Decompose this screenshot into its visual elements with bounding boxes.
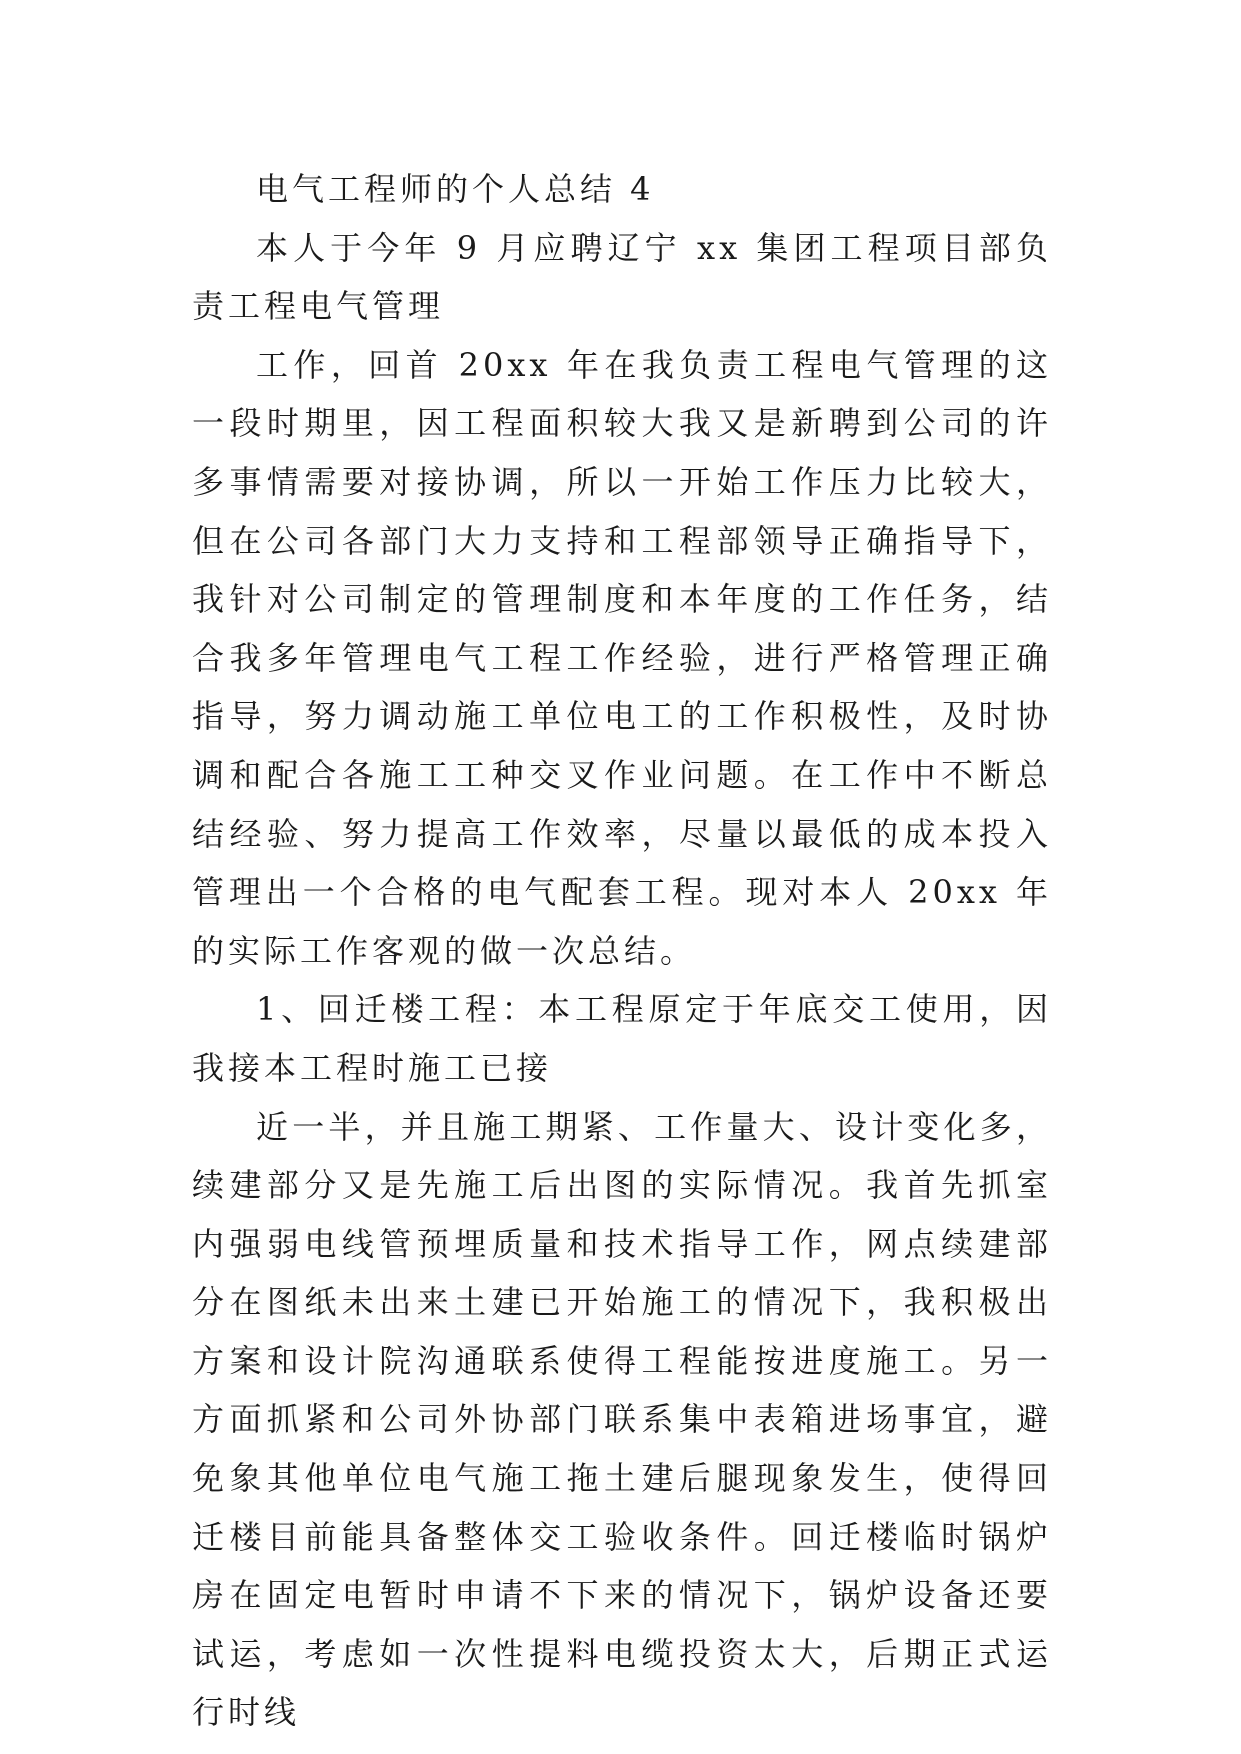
paragraph-1: 本人于今年 9 月应聘辽宁 xx 集团工程项目部负责工程电气管理 [192,228,1052,326]
document-title: 电气工程师的个人总结 4 [256,170,655,208]
paragraph-4: 近一半，并且施工期紧、工作量大、设计变化多，续建部分又是先施工后出图的实际情况。我首先抓室内强弱电线管预埋质量和技术指导工作，网点续建部分在图纸未出来土建已开始施工的情况下，我积极出方案和设计院沟通联系使得工程能按进度施工。另一方面抓紧和公司外协部门联系集中表箱进场事宜，避免象其他单位电气施工拖土建后腿现象发生，使得回迁楼目前能具备整体交工验收条件。回迁楼临时锅炉房在固定电暂时申请不下来的情况下，锅炉设备还要试运，考虑如一次性提料电缆投资太大，后期正式运行时线 [192,1107,1052,1732]
document-body [192,160,1052,1742]
paragraph-2: 工作，回首 20xx 年在我负责工程电气管理的这一段时期里，因工程面积较大我又是新聘到公司的许多事情需要对接协调，所以一开始工作压力比较大，但在公司各部门大力支持和工程部领导正确指导下，我针对公司制定的管理制度和本年度的工作任务，结合我多年管理电气工程工作经验，进行严格管理正确指导，努力调动施工单位电工的工作积极性，及时协调和配合各施工工种交叉作业问题。在工作中不断总结经验、努力提高工作效率，尽量以最低的成本投入管理出一个合格的电气配套工程。现对本人 20xx 年的实际工作客观的做一次总结。 [192,345,1052,970]
paragraph-3: 1、回迁楼工程：本工程原定于年底交工使用，因我接本工程时施工已接 [192,990,1052,1087]
